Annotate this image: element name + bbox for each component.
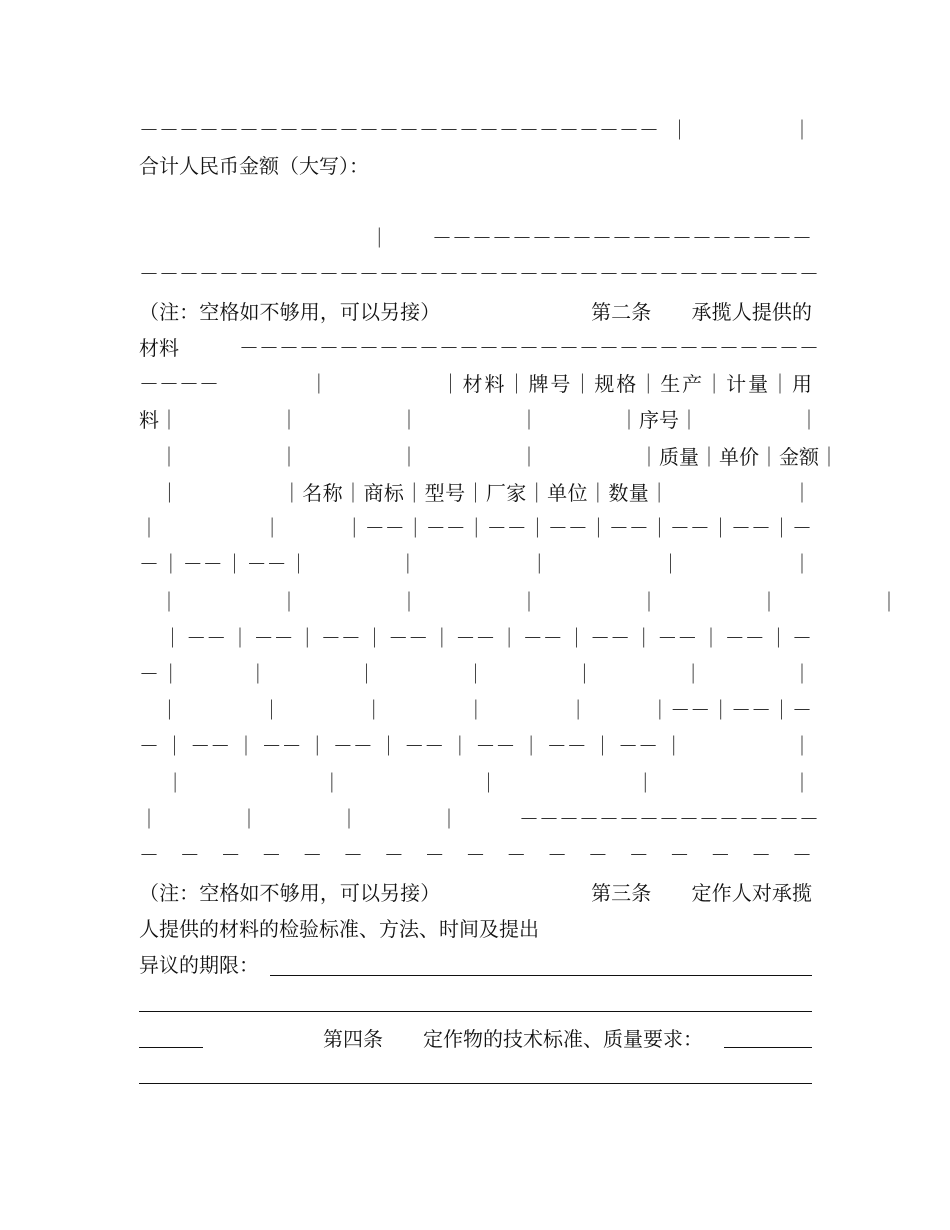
materials-table-row: ｜ ｜ ｜ ｜ ｜ ｜ ｜ <box>139 590 899 614</box>
materials-table-row: ｜－－｜－－｜－－｜－－｜－－｜－－｜－－｜－－｜－－｜－ <box>139 626 812 650</box>
note-and-article-2-heading: （注：空格如不够用，可以另接） 第二条 承揽人提供的 <box>139 300 812 324</box>
article-4-heading: 第四条 定作物的技术标准、质量要求： <box>323 1027 703 1051</box>
materials-table-row: ｜ ｜ ｜－－｜－－｜－－｜－－｜－－｜－－｜－－｜－ <box>139 516 812 540</box>
fill-in-blank-short <box>139 1047 203 1048</box>
technical-standard-blank <box>724 1047 812 1048</box>
materials-table-row: －－－－ ｜ ｜材料｜牌号｜规格｜生产｜计量｜用 <box>139 372 812 396</box>
table-border-line: －－－－－－－－－－－－－－－－－－－－－－－－－－－－－－－－－－ <box>139 262 819 286</box>
materials-table-row: ｜ ｜ ｜ ｜ ｜ ｜－－｜－－｜－ <box>139 698 812 722</box>
objection-period-blank <box>270 975 812 976</box>
materials-table-row: ｜ ｜ ｜ ｜ ｜ <box>139 771 812 795</box>
materials-table-row: ｜ ｜ ｜ ｜ －－－－－－－－－－－－－－－ <box>139 807 819 831</box>
note-and-article-3-heading: （注：空格如不够用，可以另接） 第三条 定作人对承揽 <box>139 881 812 905</box>
article-3-continuation: 人提供的材料的检验标准、方法、时间及提出 <box>139 917 539 941</box>
article-2-continuation: 材料 －－－－－－－－－－－－－－－－－－－－－－－－－－－－－ <box>139 336 819 360</box>
materials-table-row: 料｜ ｜ ｜ ｜ ｜序号｜ ｜ <box>139 408 819 432</box>
materials-table-row: －｜ ｜ ｜ ｜ ｜ ｜ ｜ <box>139 662 812 686</box>
total-amount-label: 合计人民币金额（大写）： <box>139 154 369 178</box>
table-border-line: －－－－－－－－－－－－－－－－－－－－－－－－－－｜ ｜ <box>139 118 812 142</box>
table-border-line: ｜ －－－－－－－－－－－－－－－－－－－ <box>139 226 812 250</box>
materials-table-row: －｜－－｜－－｜ ｜ ｜ ｜ ｜ <box>139 552 812 576</box>
objection-period-label: 异议的期限： <box>139 953 259 977</box>
fill-in-blank-line <box>139 1011 812 1012</box>
fill-in-blank-line <box>139 1083 812 1084</box>
table-border-line: － － － － － － － － － － － － － － － － － <box>139 843 812 867</box>
materials-table-row: ｜ ｜名称｜商标｜型号｜厂家｜单位｜数量｜ ｜ <box>139 481 812 505</box>
materials-table-row: ｜ ｜ ｜ ｜ ｜质量｜单价｜金额｜ <box>139 445 839 469</box>
materials-table-row: －｜－－｜－－｜－－｜－－｜－－｜－－｜－－｜ ｜ <box>139 734 812 758</box>
